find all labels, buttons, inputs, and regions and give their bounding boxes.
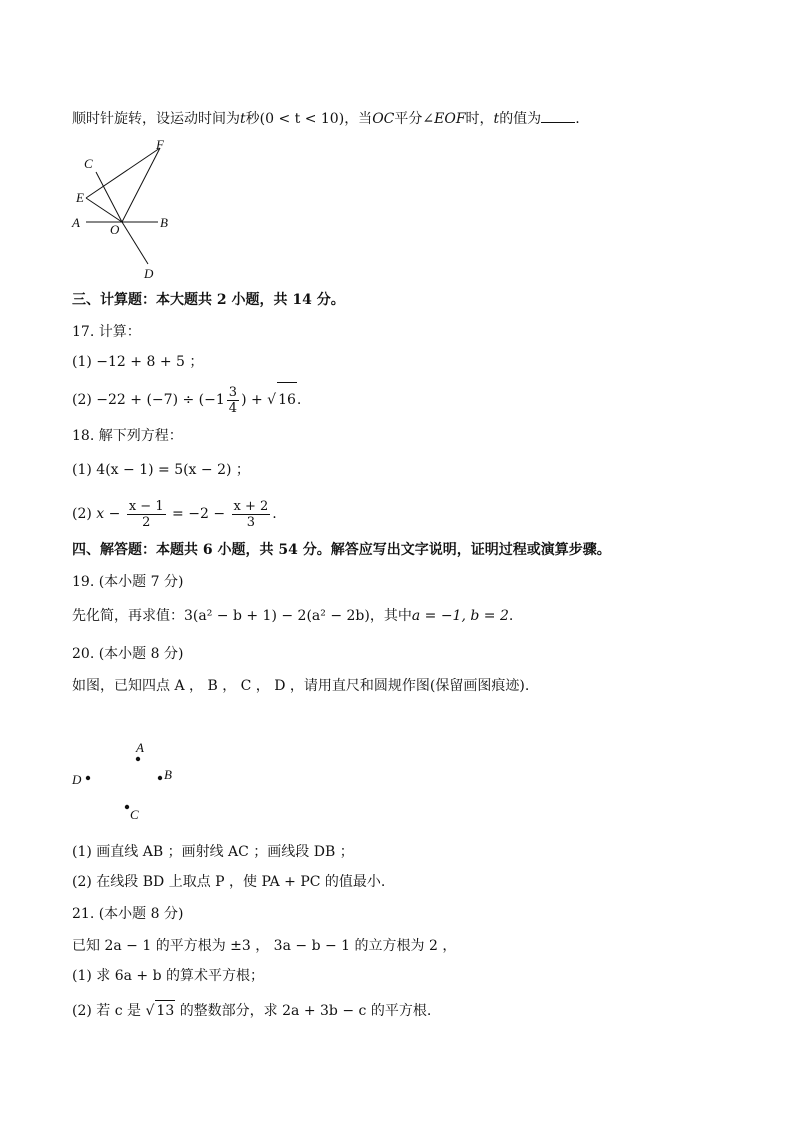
q18-den2: 3 bbox=[246, 514, 256, 530]
label-E: E bbox=[76, 190, 84, 205]
ray-OF bbox=[122, 148, 160, 222]
point-B bbox=[158, 776, 162, 780]
q17-p2-num: 3 bbox=[228, 384, 238, 400]
q16-text bbox=[72, 108, 580, 129]
q18-part1 bbox=[72, 460, 250, 480]
label-D: D bbox=[72, 772, 82, 787]
point-C bbox=[125, 805, 129, 809]
q17-part2 bbox=[72, 382, 301, 417]
section3-title: 三、计算题：本大题共 2 小题，共 14 分。 bbox=[72, 292, 345, 308]
ray-OE bbox=[86, 198, 122, 222]
q17-p2-mixed-whole: (−1 bbox=[198, 392, 225, 408]
label-O: O bbox=[110, 222, 120, 237]
label-C: C bbox=[130, 807, 139, 822]
q16-unit: 秒 bbox=[245, 111, 260, 127]
answer-blank bbox=[541, 108, 575, 123]
q18-p2-label: (2) bbox=[72, 506, 92, 522]
q21-text: 已知 2a − 1 的平方根为 ±3 ， 3a − b − 1 的立方根为 2 ， bbox=[72, 938, 457, 954]
q18-p1-label: (1) bbox=[72, 462, 92, 478]
section4-title: 四、解答题：本题共 6 小题，共 54 分。解答应写出文字说明，证明过程或演算步骤。 bbox=[72, 542, 611, 558]
q16-angle: ∠EOF bbox=[422, 111, 466, 127]
q19-end: . bbox=[508, 608, 514, 624]
label-B: B bbox=[164, 767, 172, 782]
q21-title: 21. (本小题 8 分) bbox=[72, 906, 184, 922]
label-D: D bbox=[144, 266, 154, 281]
q17-title: 17. 计算： bbox=[72, 324, 141, 340]
q20-title: 20. (本小题 8 分) bbox=[72, 646, 184, 662]
q21-p2-a: (2) 若 c 是 bbox=[72, 1003, 142, 1019]
q17-p1-expr: −12 + 8 + 5 ； bbox=[96, 354, 204, 370]
q19-expr: 3(a² − b + 1) − 2(a² − 2b) bbox=[184, 608, 370, 624]
q19-title: 19. (本小题 7 分) bbox=[72, 574, 184, 590]
q18-part2 bbox=[72, 496, 277, 532]
q21-p2-b: 的整数部分，求 2a + 3b − c 的平方根. bbox=[179, 1003, 432, 1019]
q16-range: (0 < t < 10) bbox=[259, 111, 345, 127]
q18-num2: x + 2 bbox=[233, 498, 269, 514]
ray-OC bbox=[96, 172, 122, 222]
q17-p2-end: . bbox=[296, 392, 302, 408]
q17-p2-plus: + bbox=[250, 392, 263, 408]
q19-cond: a = −1, b = 2 bbox=[411, 608, 509, 624]
sqrt-sign: √ bbox=[267, 392, 277, 408]
q16-when: 时， bbox=[465, 111, 494, 127]
points-figure bbox=[66, 734, 196, 824]
point-D bbox=[86, 776, 90, 780]
q19-text: 先化简，再求值： bbox=[72, 608, 184, 624]
q16-end: . bbox=[575, 111, 580, 127]
q17-p2-sqrt: 16 bbox=[277, 382, 297, 417]
q17-p2-fraction bbox=[227, 385, 239, 416]
q17-p2-den: 4 bbox=[228, 400, 238, 416]
q18-p2-end: . bbox=[272, 506, 277, 522]
label-A: A bbox=[136, 740, 144, 755]
q17-part1 bbox=[72, 352, 203, 372]
angle-figure bbox=[66, 136, 186, 281]
q18-title: 18. 解下列方程： bbox=[72, 428, 183, 444]
label-C: C bbox=[84, 156, 93, 171]
label-A: A bbox=[72, 215, 80, 230]
q19-body bbox=[72, 606, 513, 626]
q17-p1-label: (1) bbox=[72, 354, 92, 370]
point-A bbox=[136, 757, 140, 761]
q16-t-var: t bbox=[240, 111, 246, 127]
label-B: B bbox=[160, 215, 168, 230]
q21-part1: (1) 求 6a + b 的算术平方根； bbox=[72, 968, 265, 984]
q20-part2: (2) 在线段 BD 上取点 P ，使 PA + PC 的值最小. bbox=[72, 874, 386, 890]
label-F: F bbox=[156, 137, 164, 152]
q17-p2-a: −22 + (−7) ÷ bbox=[96, 392, 195, 408]
q19-cond-prefix: ，其中 bbox=[369, 608, 412, 624]
q18-p2-x: x − bbox=[96, 506, 121, 522]
q21-part2 bbox=[72, 1000, 431, 1021]
q16-ask: 的值为 bbox=[499, 111, 542, 127]
q18-p1-expr: 4(x − 1) = 5(x − 2) ； bbox=[96, 462, 250, 478]
q21-p2-sqrt: 13 bbox=[155, 1000, 175, 1021]
q20-text: 如图，已知四点 A ， B ， C ， D ，请用直尺和圆规作图(保留画图痕迹). bbox=[72, 678, 530, 694]
sqrt-sign: √ bbox=[145, 1003, 155, 1019]
q16-t2: t bbox=[493, 111, 500, 127]
q16-oc: OC bbox=[372, 111, 395, 127]
segment-EF bbox=[86, 148, 160, 198]
q16-middle: ，当 bbox=[344, 111, 373, 127]
q17-p2-close: ) bbox=[241, 392, 247, 408]
q18-den1: 2 bbox=[142, 514, 151, 530]
q18-p2-mid: = −2 − bbox=[172, 506, 226, 522]
q17-p2-label: (2) bbox=[72, 392, 92, 408]
q18-fraction-2 bbox=[232, 499, 271, 530]
q16-prefix: 顺时针旋转，设运动时间为 bbox=[72, 111, 240, 127]
q20-part1: (1) 画直线 AB ；画射线 AC ；画线段 DB ； bbox=[72, 844, 354, 860]
q18-fraction-1 bbox=[127, 499, 166, 530]
q18-num1: x − 1 bbox=[128, 498, 164, 514]
q16-bisect: 平分 bbox=[394, 111, 423, 127]
ray-OD bbox=[122, 222, 148, 264]
